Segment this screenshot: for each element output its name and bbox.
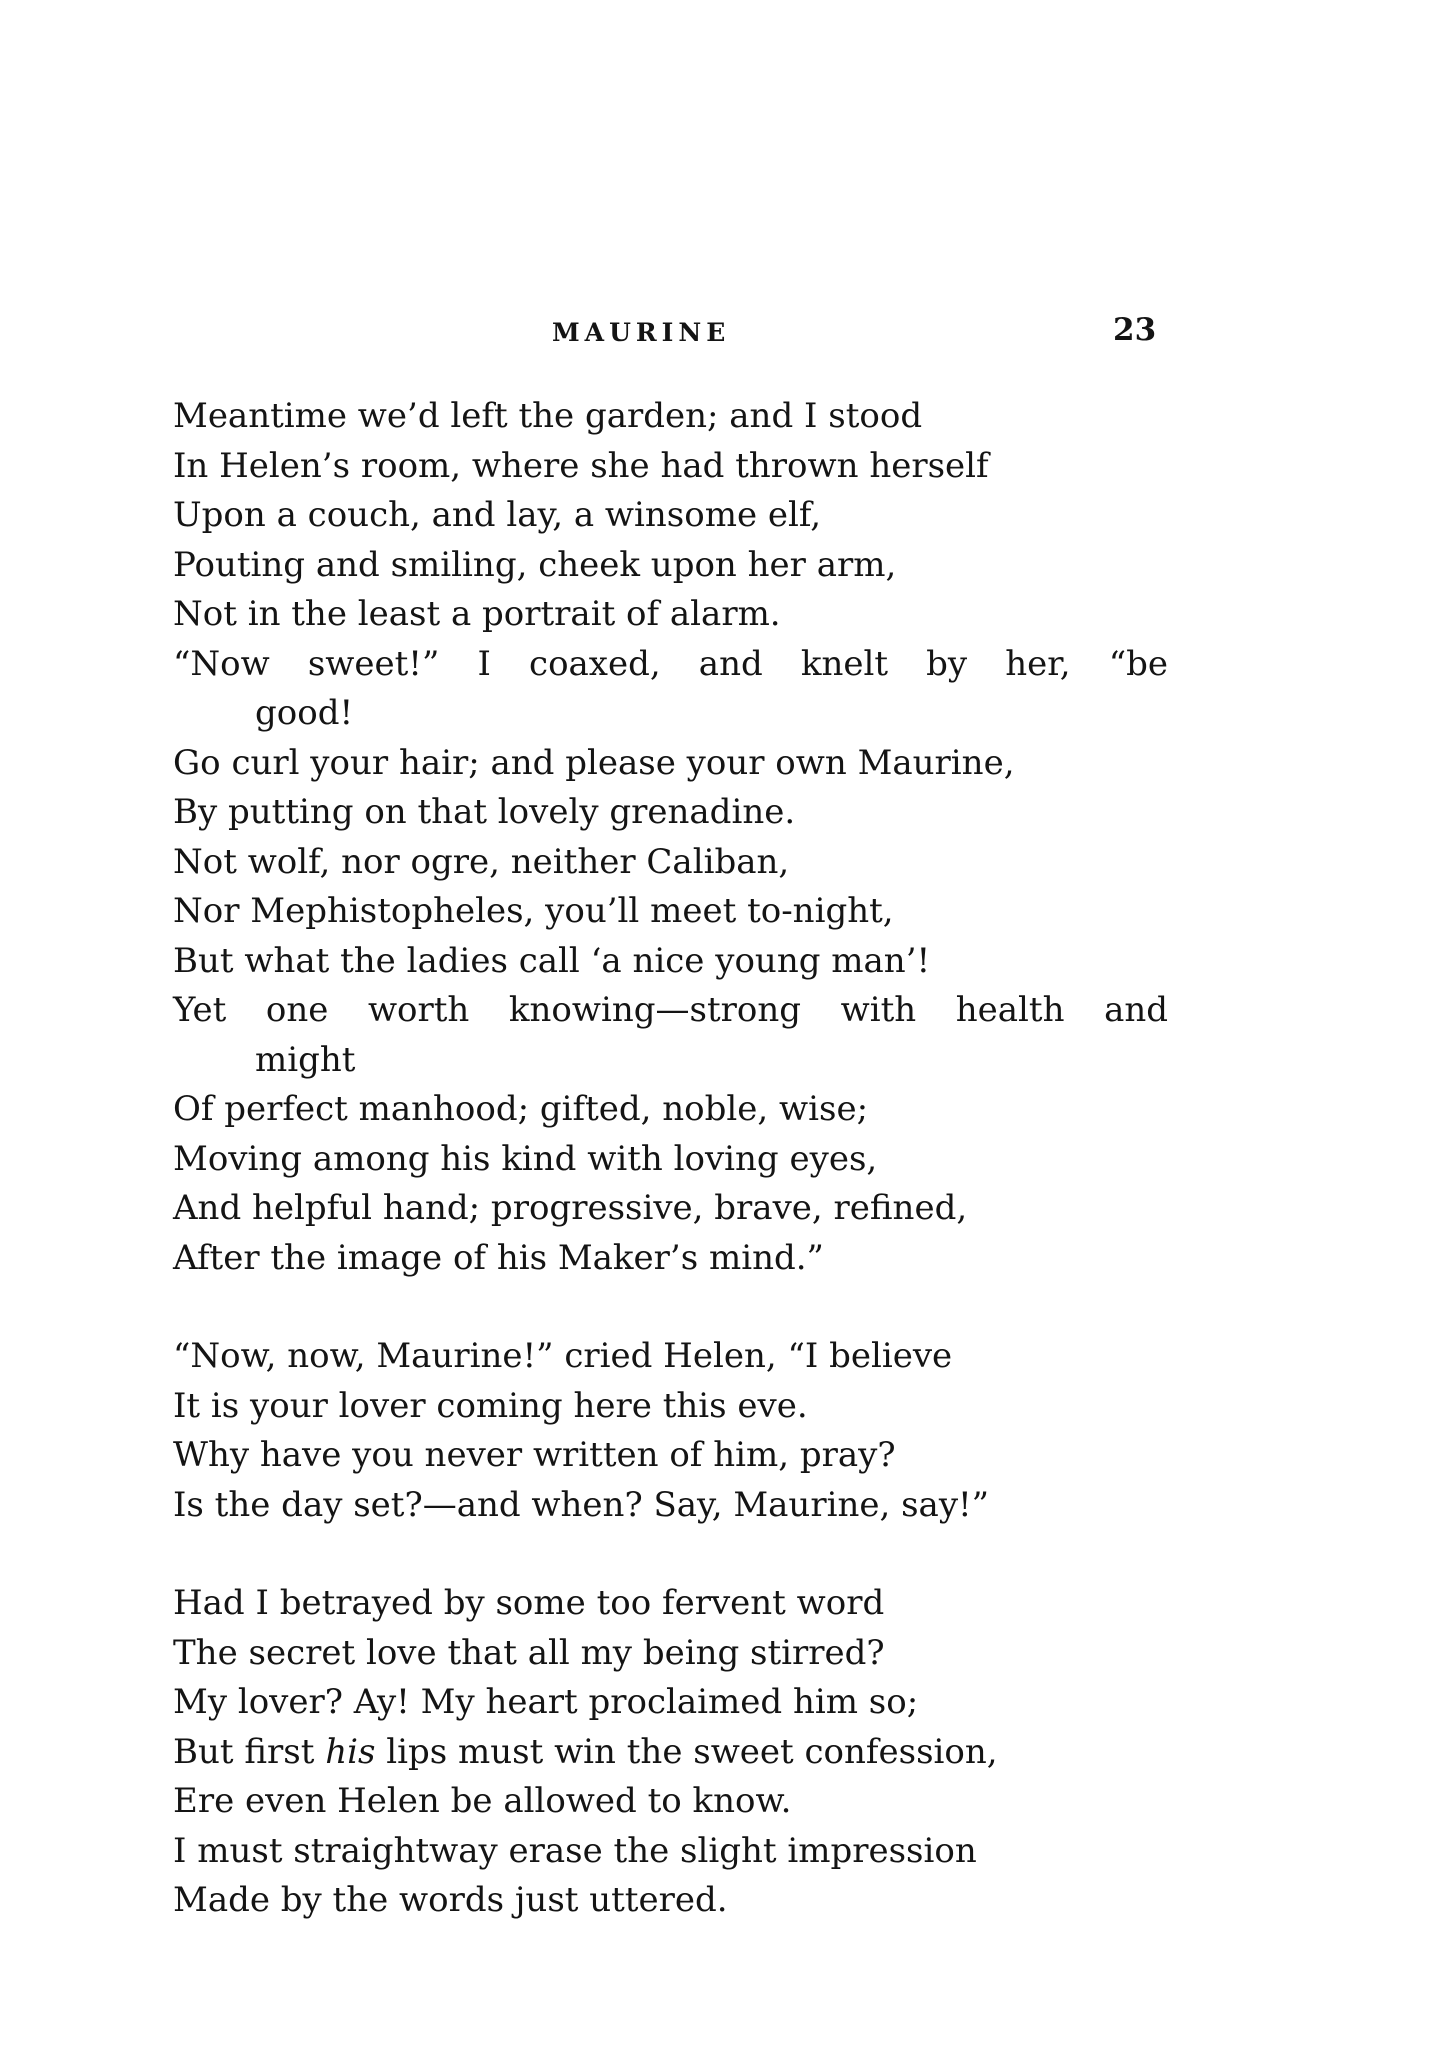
poem-line: Yet one worth knowing—strong with health and — [173, 990, 1168, 1030]
poem-line-continuation: good! — [255, 693, 354, 733]
poem-line: Moving among his kind with loving eyes, — [173, 1138, 878, 1179]
poem-line: Had I betrayed by some too fervent word — [173, 1583, 885, 1623]
running-title: MAURINE — [552, 318, 731, 347]
poem-line: Made by the words just uttered. — [173, 1880, 728, 1920]
poem-line: Go curl your hair; and please your own Maurine, — [173, 742, 1015, 783]
line-segment: But first — [173, 1731, 326, 1772]
poem-line: Meantime we’d left the garden; and I stood — [173, 396, 923, 436]
line-segment: lips must win the sweet confession, — [375, 1731, 998, 1772]
poem-line: It is your lover coming here this eve. — [173, 1385, 808, 1426]
stanza-3 — [173, 1579, 1168, 1926]
poem-line: Of perfect manhood; gifted, noble, wise; — [173, 1089, 869, 1129]
poem-line-continuation: might — [255, 1039, 356, 1080]
page-number: 23 — [1113, 312, 1157, 348]
poem-line: The secret love that all my being stirred? — [173, 1632, 885, 1673]
poem-line: Ere even Helen be allowed to know. — [173, 1781, 792, 1821]
stanza-2 — [173, 1332, 1168, 1530]
poem-line: But what the ladies call ‘a nice young man’! — [173, 940, 931, 981]
italic-word: his — [325, 1731, 376, 1772]
poem-line: In Helen’s room, where she had thrown herself — [173, 445, 989, 486]
poem-line: “Now, now, Maurine!” cried Helen, “I believe — [173, 1336, 953, 1376]
poem-line: Not wolf, nor ogre, neither Caliban, — [173, 841, 790, 882]
poem-line: I must straightway erase the slight impression — [173, 1830, 977, 1871]
poem-line-with-italic — [173, 1728, 1168, 1778]
poem-line: Nor Mephistopheles, you’ll meet to-night, — [173, 891, 894, 931]
poem-line: Pouting and smiling, cheek upon her arm, — [173, 544, 897, 585]
stanza-1 — [173, 392, 1168, 1283]
poem-line: And helpful hand; progressive, brave, refined, — [173, 1188, 968, 1228]
poem-line: “Now sweet!” I coaxed, and knelt by her, “be — [173, 643, 1168, 684]
poem-line: My lover? Ay! My heart proclaimed him so; — [173, 1682, 919, 1722]
poem-line: By putting on that lovely grenadine. — [173, 792, 796, 832]
poem-line: Why have you never written of him, pray? — [173, 1435, 896, 1475]
poem-line: Not in the least a portrait of alarm. — [173, 594, 781, 634]
poem-line: Upon a couch, and lay, a winsome elf, — [173, 495, 822, 535]
poem-line: Is the day set?—and when? Say, Maurine, say!” — [173, 1484, 990, 1525]
poem-text — [173, 392, 1168, 1926]
poem-line: After the image of his Maker’s mind.” — [173, 1237, 824, 1278]
